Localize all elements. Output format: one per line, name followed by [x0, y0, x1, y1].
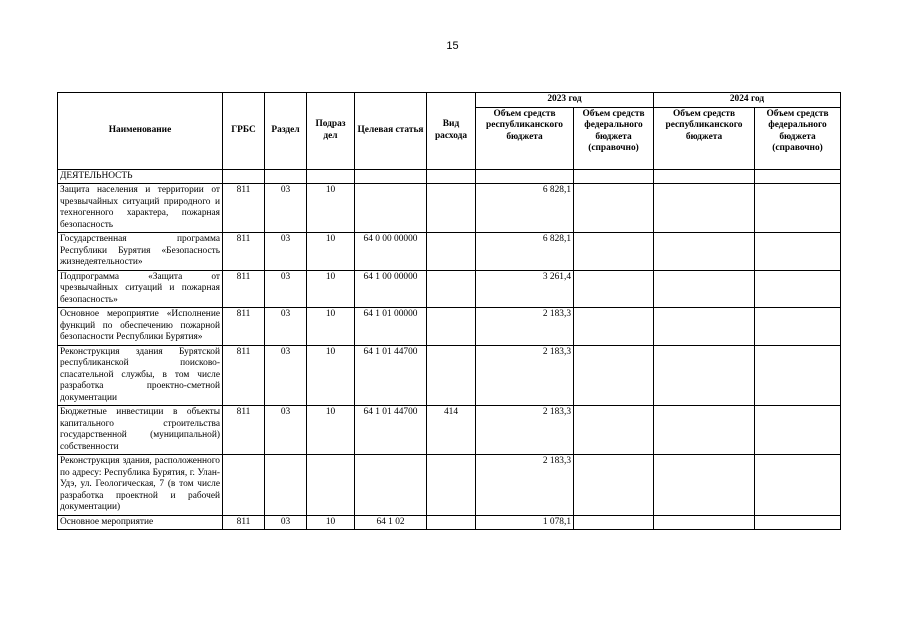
row-celevaya: 64 1 01 44700 — [355, 345, 427, 406]
row-name: Подпрограмма «Защита от чрезвычайных ситуаций и пожарная безопасность» — [58, 270, 223, 308]
page-number: 15 — [446, 40, 459, 52]
row-2023-fed — [574, 270, 654, 308]
row-name: Бюджетные инвестиции в объекты капитального строительства государственной (муниципальной) собственности — [58, 406, 223, 455]
row-2023-fed — [574, 345, 654, 406]
row-name: Основное мероприятие — [58, 515, 223, 530]
row-2024-fed — [755, 345, 841, 406]
table-row — [58, 406, 841, 455]
row-2024-fed — [755, 270, 841, 308]
row-razdel: 03 — [265, 515, 307, 530]
row-vid — [427, 515, 476, 530]
row-2023-rep: 2 183,3 — [476, 308, 574, 346]
row-razdel: 03 — [265, 406, 307, 455]
row-grbs: 811 — [223, 515, 265, 530]
header-celevaya: Целевая статья — [355, 93, 427, 170]
row-name: Реконструкция здания, расположенного по адресу: Республика Бурятия, г. Улан-Удэ, ул. Геологическая, 7 (в том числе разработка проектной и рабочей документации) — [58, 455, 223, 516]
row-name: Основное мероприятие «Исполнение функций по обеспечению пожарной безопасности Республики Бурятия» — [58, 308, 223, 346]
row-2024-rep — [654, 308, 755, 346]
header-razdel: Раздел — [265, 93, 307, 170]
row-celevaya: 64 0 00 00000 — [355, 233, 427, 271]
row-celevaya — [355, 184, 427, 233]
row-razdel: 03 — [265, 308, 307, 346]
header-2024-fed: Объем средств федерального бюджета (справочно) — [755, 107, 841, 169]
header-name: Наименование — [58, 93, 223, 170]
table-row — [58, 515, 841, 530]
row-2023-fed — [574, 406, 654, 455]
row-2024-fed — [755, 515, 841, 530]
row-grbs: 811 — [223, 308, 265, 346]
row-2023-rep: 2 183,3 — [476, 406, 574, 455]
row-vid — [427, 455, 476, 516]
row-podrazdel: 10 — [307, 233, 355, 271]
row-grbs: 811 — [223, 184, 265, 233]
table-row — [58, 345, 841, 406]
row-2024-rep — [654, 184, 755, 233]
row-name: Защита населения и территории от чрезвычайных ситуаций природного и техногенного характера, пожарная безопасность — [58, 184, 223, 233]
row-celevaya: 64 1 02 — [355, 515, 427, 530]
row-grbs: 811 — [223, 406, 265, 455]
row-podrazdel — [307, 455, 355, 516]
row-celevaya: 64 1 00 00000 — [355, 270, 427, 308]
row-grbs: 811 — [223, 345, 265, 406]
header-2023-rep: Объем средств республиканского бюджета — [476, 107, 574, 169]
row-2023-fed — [574, 184, 654, 233]
table-row — [58, 184, 841, 233]
row-podrazdel: 10 — [307, 515, 355, 530]
row-2024-fed — [755, 406, 841, 455]
row-grbs — [223, 455, 265, 516]
row-name: Государственная программа Республики Бурятия «Безопасность жизнедеятельности» — [58, 233, 223, 271]
row-2023-rep: 2 183,3 — [476, 455, 574, 516]
header-grbs: ГРБС — [223, 93, 265, 170]
row-2024-fed — [755, 308, 841, 346]
table-row — [58, 233, 841, 271]
row-grbs: 811 — [223, 233, 265, 271]
row-2024-fed — [755, 233, 841, 271]
row-2023-fed — [574, 455, 654, 516]
row-razdel: 03 — [265, 270, 307, 308]
row-name: Реконструкция здания Бурятской республиканской поисково-спасательной службы, в том числе разработка проектно-сметной документации — [58, 345, 223, 406]
header-vid: Вид расхода — [427, 93, 476, 170]
row-2023-fed — [574, 308, 654, 346]
row-2024-fed — [755, 455, 841, 516]
row-vid: 414 — [427, 406, 476, 455]
header-year-2023: 2023 год — [476, 93, 654, 108]
table-row — [58, 308, 841, 346]
budget-table — [57, 92, 841, 530]
row-2023-rep: 6 828,1 — [476, 233, 574, 271]
row-vid — [427, 184, 476, 233]
header-2023-fed: Объем средств федерального бюджета (справочно) — [574, 107, 654, 169]
row-razdel: 03 — [265, 184, 307, 233]
row-2023-rep: 3 261,4 — [476, 270, 574, 308]
row-grbs: 811 — [223, 270, 265, 308]
row-vid — [427, 233, 476, 271]
header-year-2024: 2024 год — [654, 93, 841, 108]
row-podrazdel: 10 — [307, 345, 355, 406]
row-vid — [427, 270, 476, 308]
row-2024-rep — [654, 515, 755, 530]
header-podrazdel: Подраз дел — [307, 93, 355, 170]
table-row — [58, 270, 841, 308]
row-vid — [427, 308, 476, 346]
row-2024-rep — [654, 345, 755, 406]
row-razdel: 03 — [265, 345, 307, 406]
row-2024-rep — [654, 455, 755, 516]
row-vid — [427, 345, 476, 406]
section-title: ДЕЯТЕЛЬНОСТЬ — [58, 169, 223, 184]
row-2023-rep: 2 183,3 — [476, 345, 574, 406]
row-podrazdel: 10 — [307, 406, 355, 455]
row-2024-rep — [654, 270, 755, 308]
row-celevaya: 64 1 01 44700 — [355, 406, 427, 455]
row-2023-fed — [574, 515, 654, 530]
row-celevaya — [355, 455, 427, 516]
row-2024-fed — [755, 184, 841, 233]
table-row — [58, 455, 841, 516]
row-razdel — [265, 455, 307, 516]
row-2023-rep: 1 078,1 — [476, 515, 574, 530]
row-2024-rep — [654, 233, 755, 271]
row-2023-rep: 6 828,1 — [476, 184, 574, 233]
row-2023-fed — [574, 233, 654, 271]
row-2024-rep — [654, 406, 755, 455]
row-razdel: 03 — [265, 233, 307, 271]
row-podrazdel: 10 — [307, 270, 355, 308]
row-podrazdel: 10 — [307, 308, 355, 346]
row-celevaya: 64 1 01 00000 — [355, 308, 427, 346]
header-2024-rep: Объем средств республиканского бюджета — [654, 107, 755, 169]
row-podrazdel: 10 — [307, 184, 355, 233]
table-body — [58, 169, 841, 530]
